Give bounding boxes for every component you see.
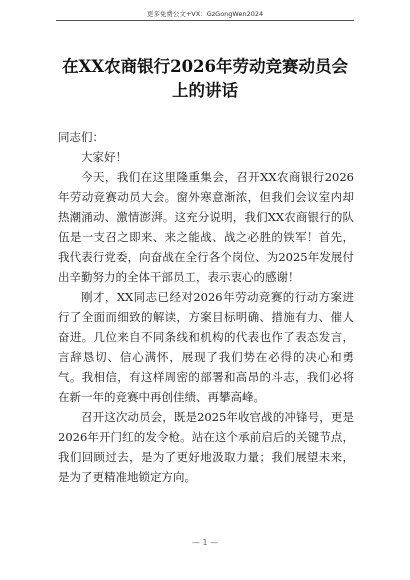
page-number: — 1 — — [191, 538, 219, 547]
body-paragraph: 今天，我们在这里隆重集会，召开XX农商银行2026年劳动竞赛动员大会。窗外寒意渐浓，但我们会议室内却热潮涌动、激情澎湃。这充分说明，我们XX农商银行的队伍是一支召之即来、来之能战、战之必胜的铁军！首先，我代表行党委，向奋战在全行各个岗位、为2025年发展付出辛勤努力的全体干部员工，表示衷心的感谢！ — [58, 170, 354, 284]
greeting: 大家好！ — [81, 150, 127, 164]
document-body — [58, 127, 354, 487]
body-paragraph: 召开这次动员会，既是2025年收官战的冲锋号，更是2026年开门红的发令枪。站在这个承前启后的关键节点，我们回顾过去，是为了更好地汲取力量；我们展望未来，是为了更精准地锁定方向。 — [58, 410, 354, 484]
document-title — [40, 55, 370, 103]
title-line-2: 上的讲话 — [172, 81, 238, 100]
title-line-1: 在XX农商银行2026年劳动竞赛动员会 — [61, 57, 349, 76]
body-paragraph: 刚才，XX同志已经对2026年劳动竞赛的行动方案进行了全面而细致的解读，方案目标明确、措施有力、催人奋进。几位来自不同条线和机构的代表也作了表态发言，言辞恳切、信心满怀，展现了我们势在必得的决心和勇气。我相信，有这样周密的部署和高昂的斗志，我们必将在新一年的竞赛中再创佳绩、再攀高峰。 — [58, 290, 354, 404]
salutation: 同志们： — [58, 130, 104, 144]
header-divider — [56, 20, 354, 21]
page-header: 更多免费公文+VX：GzGongWen2024 — [146, 10, 264, 18]
